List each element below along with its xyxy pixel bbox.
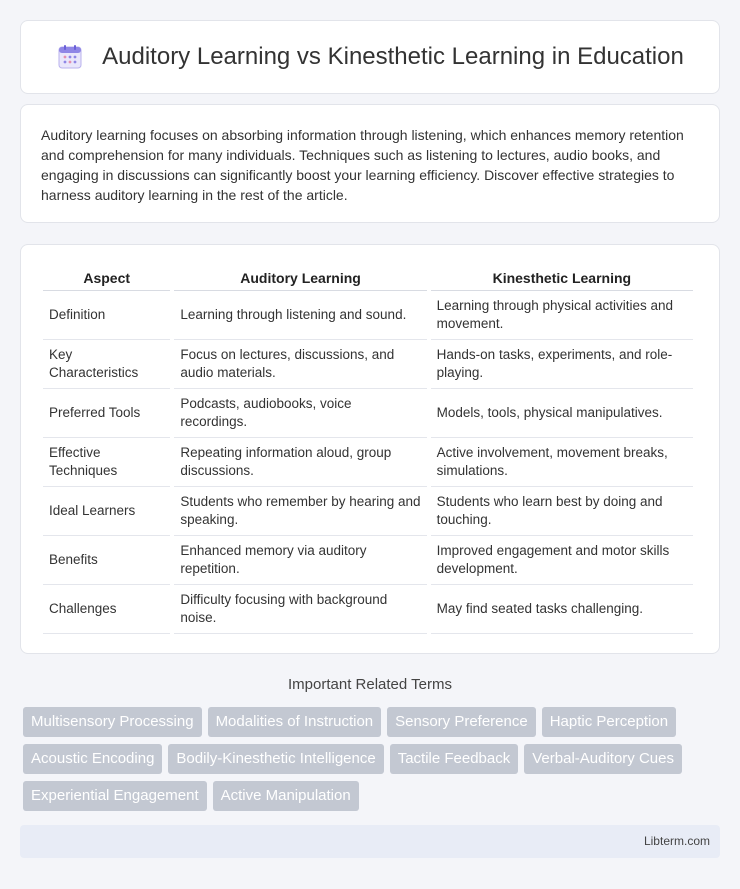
- related-term-tag[interactable]: Multisensory Processing: [23, 707, 202, 737]
- row-aspect: Ideal Learners: [43, 487, 170, 536]
- related-term-tag[interactable]: Acoustic Encoding: [23, 744, 162, 774]
- row-kinesthetic: Hands-on tasks, experiments, and role-playing.: [431, 340, 693, 389]
- table-row: [43, 340, 693, 389]
- row-auditory: Learning through listening and sound.: [174, 291, 426, 340]
- footer-site-link[interactable]: Libterm.com: [643, 834, 710, 848]
- related-terms-list: [23, 707, 723, 811]
- header-auditory: Auditory Learning: [174, 263, 426, 291]
- row-auditory: Difficulty focusing with background noise.: [174, 585, 426, 634]
- row-aspect: Key Characteristics: [43, 340, 170, 389]
- row-aspect: Preferred Tools: [43, 389, 170, 438]
- table-header-row: [43, 263, 693, 291]
- row-auditory: Enhanced memory via auditory repetition.: [174, 536, 426, 585]
- row-aspect: Definition: [43, 291, 170, 340]
- table-row: [43, 487, 693, 536]
- related-term-tag[interactable]: Verbal-Auditory Cues: [524, 744, 682, 774]
- calendar-grid-icon: [56, 43, 84, 71]
- row-aspect: Challenges: [43, 585, 170, 634]
- footer: [20, 825, 720, 858]
- row-kinesthetic: Models, tools, physical manipulatives.: [431, 389, 693, 438]
- page-title: Auditory Learning vs Kinesthetic Learning in Education: [102, 43, 684, 70]
- table-row: [43, 536, 693, 585]
- row-kinesthetic: Students who learn best by doing and touching.: [431, 487, 693, 536]
- comparison-card: [20, 244, 720, 654]
- row-kinesthetic: Improved engagement and motor skills development.: [431, 536, 693, 585]
- table-row: [43, 291, 693, 340]
- row-auditory: Students who remember by hearing and speaking.: [174, 487, 426, 536]
- table-row: [43, 389, 693, 438]
- header-card: [20, 20, 720, 94]
- row-aspect: Benefits: [43, 536, 170, 585]
- row-kinesthetic: May find seated tasks challenging.: [431, 585, 693, 634]
- intro-card: [20, 104, 720, 223]
- row-aspect: Effective Techniques: [43, 438, 170, 487]
- comparison-table: [39, 263, 697, 634]
- related-term-tag[interactable]: Tactile Feedback: [390, 744, 519, 774]
- related-term-tag[interactable]: Experiential Engagement: [23, 781, 207, 811]
- related-term-tag[interactable]: Haptic Perception: [542, 707, 676, 737]
- row-kinesthetic: Active involvement, movement breaks, simulations.: [431, 438, 693, 487]
- related-term-tag[interactable]: Bodily-Kinesthetic Intelligence: [168, 744, 383, 774]
- table-row: [43, 585, 693, 634]
- related-terms-title: Important Related Terms: [288, 676, 452, 693]
- header-kinesthetic: Kinesthetic Learning: [431, 263, 693, 291]
- row-kinesthetic: Learning through physical activities and movement.: [431, 291, 693, 340]
- table-row: [43, 438, 693, 487]
- header-aspect: Aspect: [43, 263, 170, 291]
- row-auditory: Focus on lectures, discussions, and audio materials.: [174, 340, 426, 389]
- related-term-tag[interactable]: Sensory Preference: [387, 707, 536, 737]
- related-term-tag[interactable]: Modalities of Instruction: [208, 707, 382, 737]
- row-auditory: Repeating information aloud, group discussions.: [174, 438, 426, 487]
- intro-text: Auditory learning focuses on absorbing information through listening, which enhances memory retention and comprehension for many individuals. Techniques such as listening to lectures, audio books, and engaging in discussions can significantly boost your learning efficiency. Discover effective strategies to harness auditory learning in the rest of the article.: [41, 127, 684, 203]
- row-auditory: Podcasts, audiobooks, voice recordings.: [174, 389, 426, 438]
- related-term-tag[interactable]: Active Manipulation: [213, 781, 359, 811]
